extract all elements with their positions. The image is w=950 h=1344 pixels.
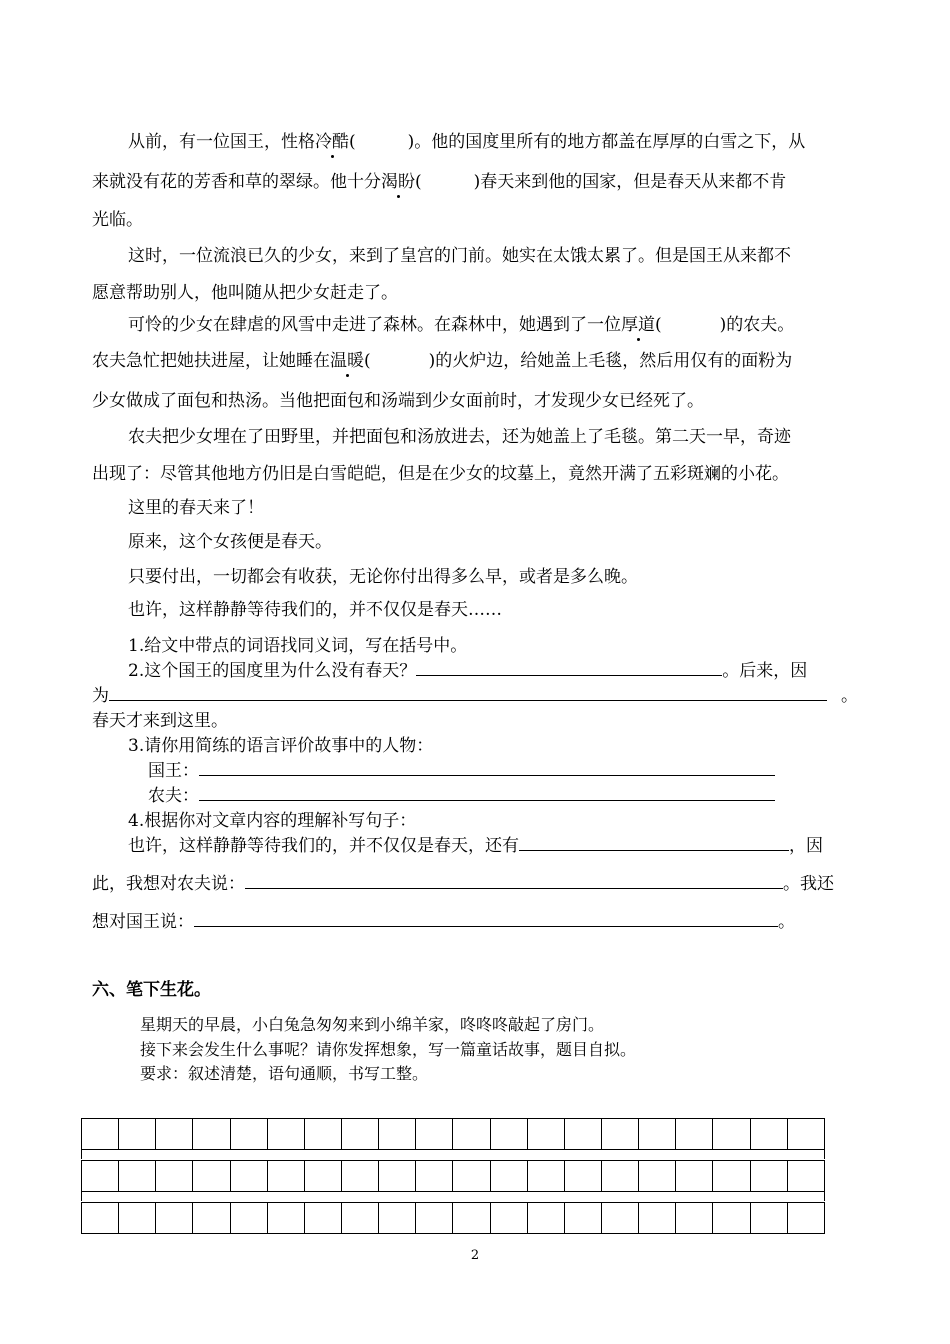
section-heading: 六、笔下生花。: [92, 980, 211, 1000]
story-p4-line1: 农夫把少女埋在了田野里，并把面包和汤放进去，还为她盖上了毛毯。第二天一早，奇迹: [128, 427, 791, 447]
question-3: 3.请你用简练的语言评价故事中的人物：: [128, 736, 434, 756]
composition-prompt-line1: 星期天的早晨，小白兔急匆匆来到小绵羊家，咚咚咚敲起了房门。: [140, 1015, 605, 1034]
composition-requirements: 要求：叙述清楚，语句通顺，书写工整。: [140, 1064, 429, 1083]
page-number: 2: [470, 1248, 480, 1263]
question-3-farmer: 农夫：: [148, 786, 775, 806]
writing-grid-row-1[interactable]: [81, 1118, 825, 1150]
question-3-king: 国王：: [148, 761, 775, 781]
story-p3-line2: 农夫急忙把她扶进屋，让她睡在温暖( )的火炉边，给她盖上毛毯，然后用仅有的面粉为: [92, 351, 793, 371]
story-p2-line1: 这时，一位流浪已久的少女，来到了皇宫的门前。她实在太饿太累了。但是国王从来都不: [128, 246, 791, 266]
writing-grid-row-3[interactable]: [81, 1202, 825, 1234]
answer-line-q4b[interactable]: [245, 874, 783, 889]
grid-spacer: [81, 1191, 825, 1201]
question-2-line1: 2.这个国王的国度里为什么没有春天？ 。后来，因: [128, 661, 808, 681]
question-4: 4.根据你对文章内容的理解补写句子：: [128, 811, 417, 831]
question-1: 1.给文中带点的词语找同义词，写在括号中。: [128, 636, 468, 656]
answer-line-q4c[interactable]: [194, 912, 778, 927]
dotted-word-wennuan: 温暖: [330, 351, 364, 371]
story-p1-line1: 从前，有一位国王，性格冷酷( )。他的国度里所有的地方都盖在厚厚的白雪之下，从: [128, 132, 806, 152]
answer-line-king[interactable]: [199, 761, 775, 776]
story-p8: 也许，这样静静等待我们的，并不仅仅是春天……: [128, 600, 502, 620]
story-p6: 原来，这个女孩便是春天。: [128, 532, 332, 552]
story-p1-line3: 光临。: [92, 210, 143, 230]
answer-line-q2b[interactable]: [109, 686, 827, 701]
dotted-word-kepan: 渴盼: [381, 172, 415, 192]
dotted-word-houdao: 厚道: [621, 315, 655, 335]
question-4-line1: 也许，这样静静等待我们的，并不仅仅是春天，还有 ，因: [128, 836, 823, 856]
story-p3-line1: 可怜的少女在肆虐的风雪中走进了森林。在森林中，她遇到了一位厚道( )的农夫。: [128, 315, 795, 335]
answer-line-farmer[interactable]: [199, 786, 775, 801]
grid-spacer: [81, 1149, 825, 1159]
story-p7: 只要付出，一切都会有收获，无论你付出得多么早，或者是多么晚。: [128, 567, 638, 587]
story-p3-line3: 少女做成了面包和热汤。当他把面包和汤端到少女面前时，才发现少女已经死了。: [92, 391, 704, 411]
writing-grid-row-2[interactable]: [81, 1160, 825, 1192]
answer-line-q4a[interactable]: [519, 836, 789, 851]
answer-line-q2a[interactable]: [416, 661, 722, 676]
composition-prompt-line2: 接下来会发生什么事呢？请你发挥想象，写一篇童话故事，题目自拟。: [140, 1040, 637, 1059]
story-p2-line2: 愿意帮助别人，他叫随从把少女赶走了。: [92, 283, 398, 303]
dotted-word-lengku: 冷酷: [315, 132, 349, 152]
question-4-line2: 此，我想对农夫说： 。我还: [92, 874, 834, 894]
question-2-line3: 春天才来到这里。: [92, 711, 228, 731]
story-p5: 这里的春天来了！: [128, 498, 264, 518]
story-p4-line2: 出现了：尽管其他地方仍旧是白雪皑皑，但是在少女的坟墓上，竟然开满了五彩斑斓的小花。: [92, 464, 789, 484]
question-2-line2: 为 。: [92, 686, 858, 706]
story-p1-line2: 来就没有花的芳香和草的翠绿。他十分渴盼( )春天来到他的国家，但是春天从来都不肯: [92, 172, 787, 192]
question-4-line3: 想对国王说： 。: [92, 912, 795, 932]
